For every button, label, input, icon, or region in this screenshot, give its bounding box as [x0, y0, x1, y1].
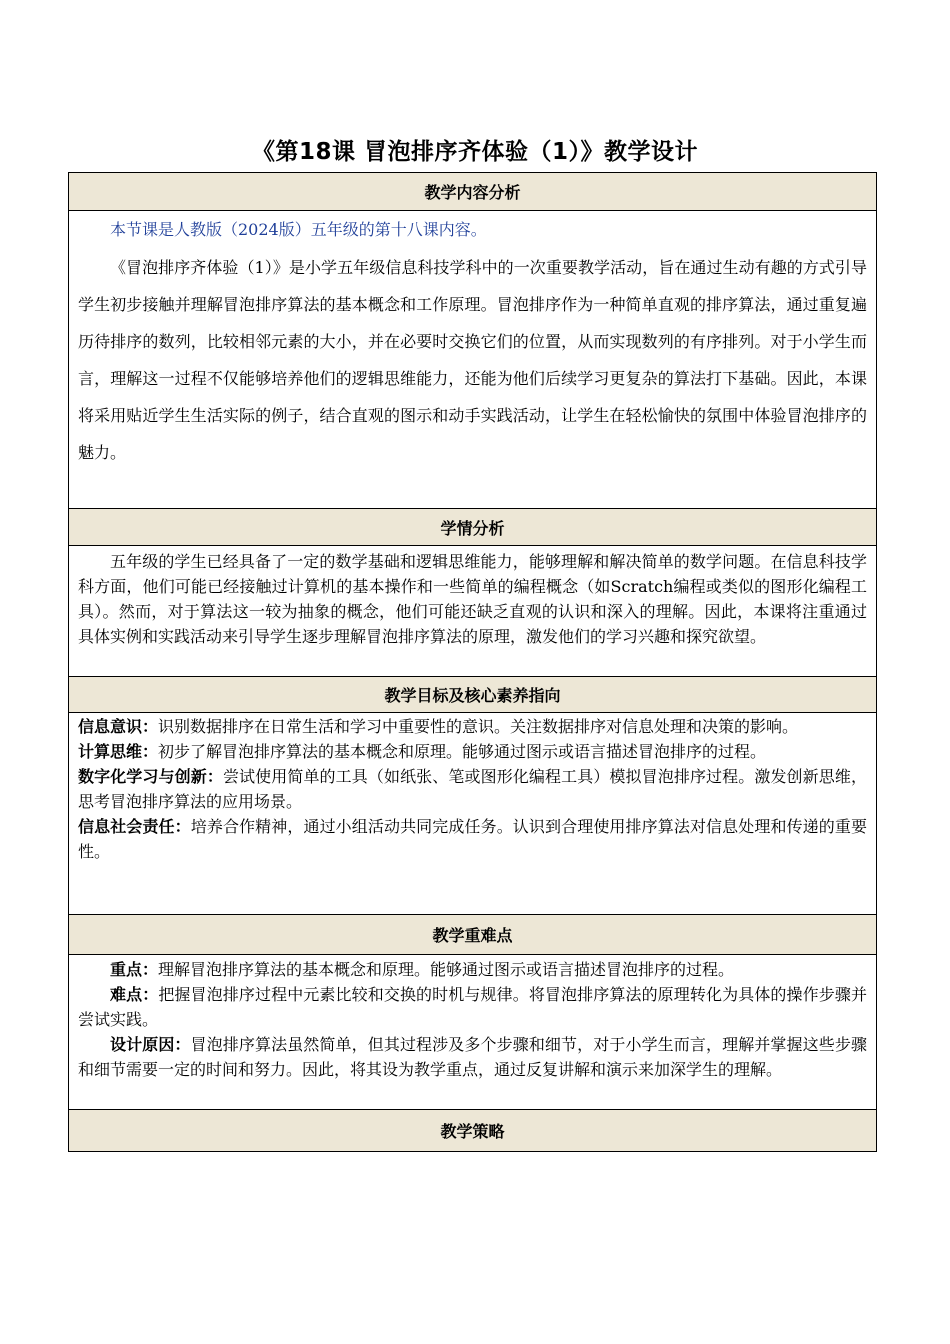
objective-text: 识别数据排序在日常生活和学习中重要性的意识。关注数据排序对信息处理和决策的影响。 — [158, 717, 799, 736]
document-title: 《第18课 冒泡排序齐体验（1）》教学设计 — [251, 139, 699, 165]
section-heading-strategy: 教学策略 — [69, 1110, 877, 1152]
key-point-text: 把握冒泡排序过程中元素比较和交换的时机与规律。将冒泡排序算法的原理转化为具体的操作步骤并尝试实践。 — [78, 985, 867, 1029]
key-point-label: 重点： — [110, 960, 159, 979]
objective-label: 信息社会责任： — [78, 817, 191, 836]
objective-label: 数字化学习与创新： — [78, 767, 223, 786]
learner-analysis-body — [69, 546, 877, 677]
content-analysis-intro: 本节课是人教版（2024版）五年级的第十八课内容。 — [110, 220, 487, 239]
content-analysis-paragraph: 《冒泡排序齐体验（1）》是小学五年级信息科技学科中的一次重要教学活动，旨在通过生动有趣的方式引导学生初步接触并理解冒泡排序算法的基本概念和工作原理。冒泡排序作为一种简单直观的排序算法，通过重复遍历待排序的数列，比较相邻元素的大小，并在必要时交换它们的位置，从而实现数列的有序排列。对于小学生而言，理解这一过程不仅能够培养他们的逻辑思维能力，还能为他们后续学习更复杂的算法打下基础。因此，本课将采用贴近学生生活实际的例子，结合直观的图示和动手实践活动，让学生在轻松愉快的氛围中体验冒泡排序的魅力。 — [78, 258, 867, 462]
key-point-text: 理解冒泡排序算法的基本概念和原理。能够通过图示或语言描述冒泡排序的过程。 — [158, 960, 735, 979]
key-point-item — [78, 982, 867, 1032]
key-point-item — [78, 1032, 867, 1082]
key-point-label: 设计原因： — [110, 1035, 191, 1054]
objective-text: 尝试使用简单的工具（如纸张、笔或图形化编程工具）模拟冒泡排序过程。激发创新思维，思考冒泡排序算法的应用场景。 — [78, 767, 867, 811]
objective-item — [78, 764, 867, 814]
key-point-text: 冒泡排序算法虽然简单，但其过程涉及多个步骤和细节，对于小学生而言，理解并掌握这些步骤和细节需要一定的时间和努力。因此，将其设为教学重点，通过反复讲解和演示来加深学生的理解。 — [78, 1035, 867, 1079]
objective-text: 培养合作精神，通过小组活动共同完成任务。认识到合理使用排序算法对信息处理和传递的重要性。 — [78, 817, 867, 861]
objective-item — [78, 739, 867, 764]
objective-item — [78, 714, 867, 739]
section-heading-learner-analysis: 学情分析 — [69, 509, 877, 546]
section-heading-key-points: 教学重难点 — [69, 915, 877, 955]
section-heading-objectives: 教学目标及核心素养指向 — [69, 677, 877, 713]
objective-text: 初步了解冒泡排序算法的基本概念和原理。能够通过图示或语言描述冒泡排序的过程。 — [158, 742, 767, 761]
key-point-label: 难点： — [110, 985, 159, 1004]
objective-item — [78, 814, 867, 864]
objectives-body — [69, 713, 877, 915]
key-points-body — [69, 955, 877, 1110]
key-point-item — [78, 957, 867, 982]
lesson-plan-table — [68, 172, 877, 1152]
learner-analysis-paragraph: 五年级的学生已经具备了一定的数学基础和逻辑思维能力，能够理解和解决简单的数学问题。在信息科技学科方面，他们可能已经接触过计算机的基本操作和一些简单的编程概念（如Scratch编程或类似的图形化编程工具）。然而，对于算法这一较为抽象的概念，他们可能还缺乏直观的认识和深入的理解。因此，本课将注重通过具体实例和实践活动来引导学生逐步理解冒泡排序算法的原理，激发他们的学习兴趣和探究欲望。 — [78, 552, 867, 646]
content-analysis-body — [69, 211, 877, 509]
objective-label: 计算思维： — [78, 742, 159, 761]
section-heading-content-analysis: 教学内容分析 — [69, 173, 877, 211]
objective-label: 信息意识： — [78, 717, 159, 736]
